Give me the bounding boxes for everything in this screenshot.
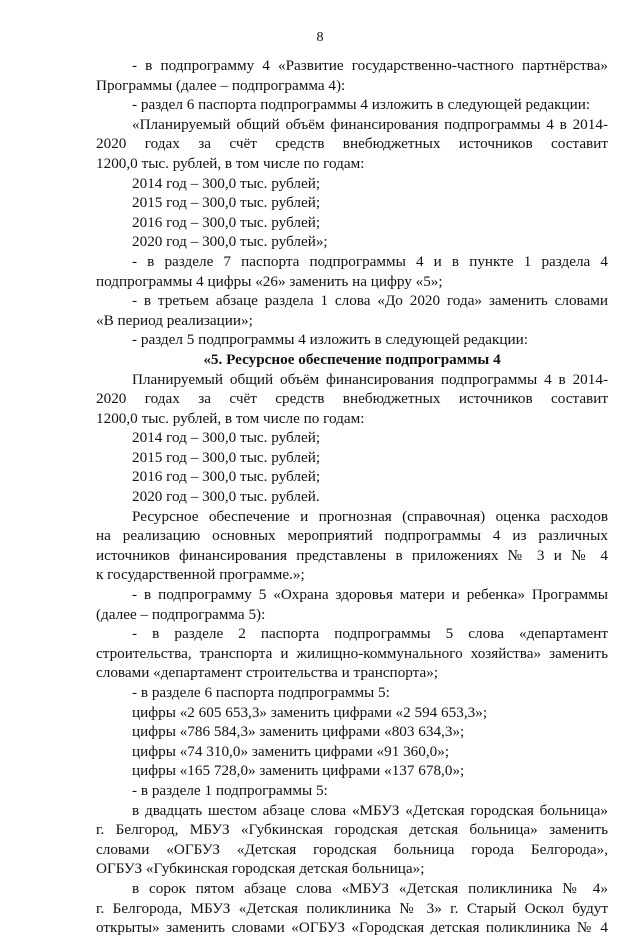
page-number: 8: [316, 30, 324, 45]
text-line: 2020 год – 300,0 тыс. рублей»;: [132, 233, 328, 251]
text-line: ОГБУЗ «Губкинская городская детская больница»;: [96, 860, 425, 878]
text-line: - в разделе 7 паспорта подпрограммы 4 и в пункте 1 раздела 4: [132, 252, 608, 270]
text-line: цифры «786 584,3» заменить цифрами «803 634,3»;: [132, 723, 465, 741]
text-line: - раздел 6 паспорта подпрограммы 4 изложить в следующей редакции:: [132, 96, 591, 114]
document-body: [96, 56, 608, 938]
text-line: - в разделе 6 паспорта подпрограммы 5:: [132, 684, 390, 701]
text-line: «В период реализации»;: [96, 311, 253, 329]
text-line: к государственной программе.»;: [96, 566, 305, 584]
text-line: на реализацию основных мероприятий подпрограммы 4 из различных: [96, 527, 608, 545]
text-line: словами «департамент строительства и транспорта»;: [96, 664, 439, 682]
text-line: 1200,0 тыс. рублей, в том числе по годам:: [96, 409, 365, 427]
text-line: источников финансирования представлены в приложениях № 3 и № 4: [96, 546, 608, 564]
text-line: г. Белгорода, МБУЗ «Детская поликлиника № 3» г. Старый Оскол будут: [96, 899, 608, 917]
text-line: в двадцать шестом абзаце слова «МБУЗ «Детская городская больница»: [132, 801, 608, 819]
text-line: словами «ОГБУЗ «Детская городская больница города Белгорода»,: [96, 840, 608, 858]
text-line: цифры «74 310,0» заменить цифрами «91 360,0»;: [132, 742, 450, 760]
text-line: «Планируемый общий объём финансирования подпрограммы 4 в 2014-: [132, 115, 608, 133]
text-line: 2020 год – 300,0 тыс. рублей.: [132, 488, 320, 506]
text-line: - в разделе 2 паспорта подпрограммы 5 слова «департамент: [132, 625, 608, 643]
text-line: - раздел 5 подпрограммы 4 изложить в следующей редакции:: [132, 331, 528, 349]
text-line: Программы (далее – подпрограмма 4):: [96, 76, 346, 94]
text-line: 2014 год – 300,0 тыс. рублей;: [132, 174, 321, 192]
text-line: - в третьем абзаце раздела 1 слова «До 2020 года» заменить словами: [132, 292, 608, 310]
text-line: 2020 годах за счёт средств внебюджетных источников составит: [96, 390, 608, 408]
text-line: строительства, транспорта и жилищно-коммунального хозяйства» заменить: [96, 644, 608, 662]
text-line: Планируемый общий объём финансирования подпрограммы 4 в 2014-: [132, 370, 608, 388]
text-line: 2015 год – 300,0 тыс. рублей;: [132, 448, 321, 466]
text-line: г. Белгород, МБУЗ «Губкинская городская детская больница» заменить: [96, 821, 608, 839]
text-line: 2014 год – 300,0 тыс. рублей;: [132, 429, 321, 447]
text-line: 1200,0 тыс. рублей, в том числе по годам:: [96, 154, 365, 172]
text-line: - в разделе 1 подпрограммы 5:: [132, 781, 328, 799]
text-line: 2015 год – 300,0 тыс. рублей;: [132, 194, 321, 212]
text-line: - в подпрограмму 5 «Охрана здоровья матери и ребенка» Программы: [132, 586, 608, 604]
text-line: цифры «165 728,0» заменить цифрами «137 678,0»;: [132, 762, 465, 780]
text-line: открыты» заменить словами «ОГБУЗ «Городская детская поликлиника № 4: [96, 919, 608, 937]
text-line: 2016 год – 300,0 тыс. рублей;: [132, 213, 321, 231]
text-line: цифры «2 605 653,3» заменить цифрами «2 594 653,3»;: [132, 703, 488, 721]
text-line: Ресурсное обеспечение и прогнозная (справочная) оценка расходов: [132, 507, 608, 525]
text-line: (далее – подпрограмма 5):: [96, 605, 266, 623]
text-line: «5. Ресурсное обеспечение подпрограммы 4: [203, 350, 501, 368]
text-line: 2016 год – 300,0 тыс. рублей;: [132, 468, 321, 486]
text-line: - в подпрограмму 4 «Развитие государственно-частного партнёрства»: [132, 57, 608, 74]
text-line: в сорок пятом абзаце слова «МБУЗ «Детская поликлиника № 4»: [132, 879, 608, 897]
text-line: 2020 годах за счёт средств внебюджетных источников составит: [96, 135, 608, 153]
text-line: подпрограммы 4 цифры «26» заменить на цифру «5»;: [96, 272, 443, 290]
